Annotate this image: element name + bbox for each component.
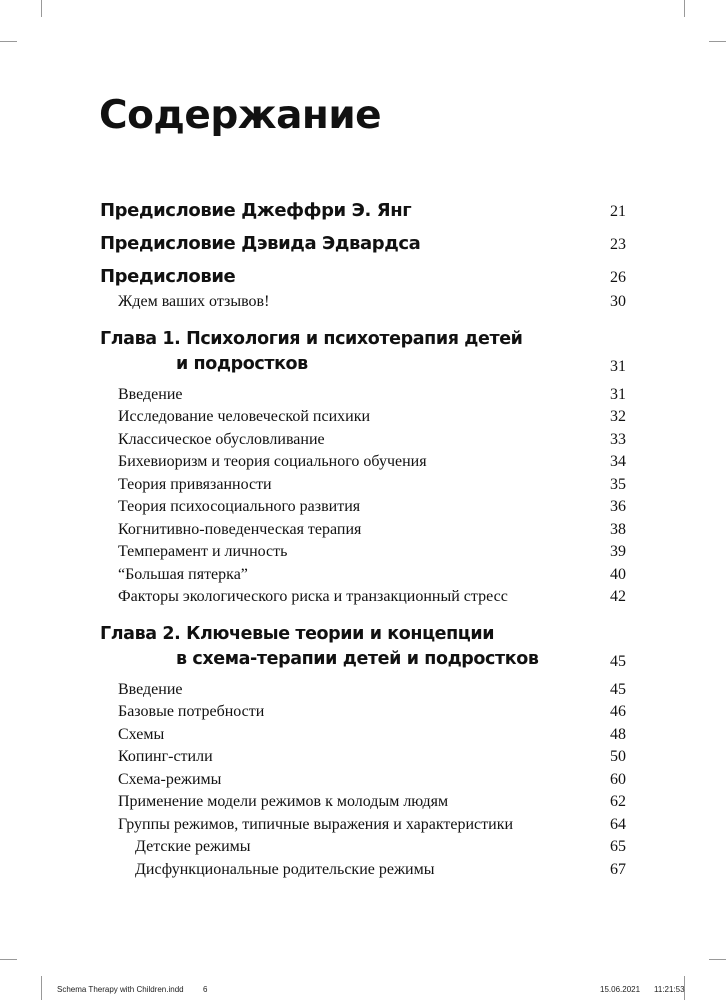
page-number: 30 bbox=[610, 293, 626, 310]
subsection-title: Детские режимы bbox=[135, 838, 251, 855]
crop-mark bbox=[41, 976, 42, 1000]
page-number: 42 bbox=[610, 588, 626, 605]
footer-page: 6 bbox=[203, 985, 208, 994]
page-number: 64 bbox=[610, 816, 626, 833]
page-number: 46 bbox=[610, 703, 626, 720]
subsection-title: Применение модели режимов к молодым людям bbox=[118, 793, 449, 810]
section-title: Предисловие Джеффри Э. Янг bbox=[100, 200, 412, 221]
page-number: 21 bbox=[610, 203, 626, 220]
page-number: 45 bbox=[610, 653, 626, 670]
subsection-title: “Большая пятерка” bbox=[118, 566, 248, 583]
page-number: 34 bbox=[610, 453, 626, 470]
page-number: 65 bbox=[610, 838, 626, 855]
subsection-title: Когнитивно-поведенческая терапия bbox=[118, 521, 362, 538]
crop-mark bbox=[709, 959, 726, 960]
subsection-title: Теория привязанности bbox=[118, 476, 272, 493]
footer-time: 11:21:53 bbox=[654, 985, 685, 994]
subsection-title: Теория психосоциального развития bbox=[118, 498, 361, 515]
crop-mark bbox=[0, 41, 17, 42]
page-number: 31 bbox=[610, 386, 626, 403]
crop-mark bbox=[684, 0, 685, 17]
section-title: Предисловие bbox=[100, 266, 236, 287]
subsection-title: Введение bbox=[118, 386, 183, 403]
page-number: 32 bbox=[610, 408, 626, 425]
page-number: 40 bbox=[610, 566, 626, 583]
page-number: 36 bbox=[610, 498, 626, 515]
subsection-title: Исследование человеческой психики bbox=[118, 408, 371, 425]
page-number: 45 bbox=[610, 681, 626, 698]
chapter-title-line: в схема-терапии детей и подростков bbox=[176, 649, 539, 669]
chapter-title-line: Глава 2. Ключевые теории и концепции bbox=[100, 624, 495, 644]
subsection-title: Схема-режимы bbox=[118, 771, 222, 788]
subsection-title: Базовые потребности bbox=[118, 703, 265, 720]
page-number: 35 bbox=[610, 476, 626, 493]
page-number: 38 bbox=[610, 521, 626, 538]
page-number: 50 bbox=[610, 748, 626, 765]
subsection-title: Копинг-стили bbox=[118, 748, 213, 765]
subsection-title: Темперамент и личность bbox=[118, 543, 288, 560]
page-number: 23 bbox=[610, 236, 626, 253]
page-number: 33 bbox=[610, 431, 626, 448]
page-number: 31 bbox=[610, 358, 626, 375]
subsection-title: Факторы экологического риска и транзакционный стресс bbox=[118, 588, 508, 605]
chapter-title-line: и подростков bbox=[176, 354, 308, 374]
crop-mark bbox=[0, 959, 17, 960]
subsection-title: Классическое обусловливание bbox=[118, 431, 325, 448]
crop-mark bbox=[41, 0, 42, 17]
section-title: Предисловие Дэвида Эдвардса bbox=[100, 233, 421, 254]
footer-file: Schema Therapy with Children.indd bbox=[57, 985, 184, 994]
subsection-title: Схемы bbox=[118, 726, 165, 743]
chapter-title-line: Глава 1. Психология и психотерапия детей bbox=[100, 329, 523, 349]
page-number: 62 bbox=[610, 793, 626, 810]
subsection-title: Группы режимов, типичные выражения и характеристики bbox=[118, 816, 514, 833]
page-number: 67 bbox=[610, 861, 626, 878]
page-number: 26 bbox=[610, 269, 626, 286]
page-number: 48 bbox=[610, 726, 626, 743]
subsection-title: Бихевиоризм и теория социального обучения bbox=[118, 453, 427, 470]
page-number: 39 bbox=[610, 543, 626, 560]
crop-mark bbox=[709, 41, 726, 42]
page-title: Содержание bbox=[99, 93, 382, 138]
subsection-title: Дисфункциональные родительские режимы bbox=[135, 861, 435, 878]
page-number: 60 bbox=[610, 771, 626, 788]
footer-date: 15.06.2021 bbox=[600, 985, 641, 994]
subsection-title: Введение bbox=[118, 681, 183, 698]
subsection-title: Ждем ваших отзывов! bbox=[118, 293, 270, 310]
